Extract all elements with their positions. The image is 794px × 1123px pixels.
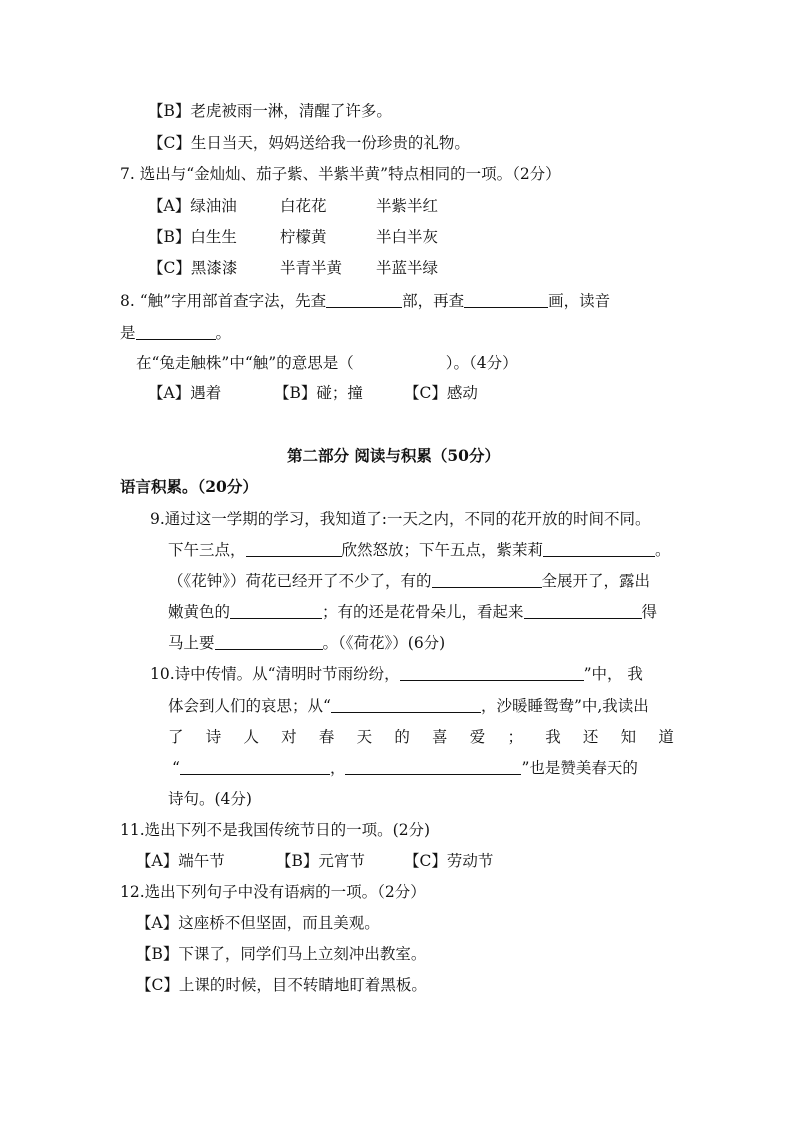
q9-text-7: ；有的还是花骨朵儿，看起来 <box>322 603 524 621</box>
q10-line4 <box>172 758 638 778</box>
q12-option-a: 【A】这座桥不但坚固，而且美观。 <box>136 914 380 932</box>
q10-char: 诗 <box>205 728 222 746</box>
q12-stem: 12.选出下列句子中没有语病的一项。（2分） <box>120 883 426 901</box>
q10-text-6: ， <box>329 759 346 777</box>
q6-option-b: 【B】老虎被雨一淋，清醒了许多。 <box>148 102 392 120</box>
q8-text-7: ）。（4分） <box>445 354 518 372</box>
q8-line2 <box>120 323 231 343</box>
q10-char: 对 <box>281 728 297 746</box>
q10-blank-1[interactable] <box>400 665 584 681</box>
q10-char: 还 <box>582 728 599 746</box>
q10-char: 人 <box>243 728 259 746</box>
q10-char: 春 <box>318 728 335 746</box>
q9-text-8: 得 <box>641 603 658 621</box>
q12-option-b: 【B】下课了，同学们马上立刻冲出教室。 <box>136 945 427 963</box>
q8-blank-radical[interactable] <box>326 292 402 308</box>
q9-text-4: （《花钟》）荷花已经开了不少了，有的 <box>168 572 432 590</box>
q9-line2 <box>168 540 671 560</box>
q10-char: 喜 <box>432 728 448 746</box>
q8-option-b: 【B】碰；撞 <box>274 384 363 402</box>
q9-text-2: 欣然怒放；下午五点，紫茉莉 <box>341 541 544 559</box>
q9-text-6: 嫩黄色的 <box>168 603 231 621</box>
q11-option-c: 【C】劳动节 <box>404 852 494 870</box>
q7-stem: 7. 选出与“金灿灿、茄子紫、半紫半黄”特点相同的一项。（2分） <box>120 165 561 183</box>
q12-option-c: 【C】上课的时候，目不转睛地盯着黑板。 <box>136 976 427 994</box>
q10-char: 道 <box>658 728 674 746</box>
q10-char: 知 <box>620 728 637 746</box>
q8-blank-strokes[interactable] <box>464 292 548 308</box>
q9-line1: 9.通过这一学期的学习，我知道了:一天之内，不同的花开放的时间不同。 <box>150 510 651 528</box>
q7-option-a-3: 半紫半红 <box>376 197 439 215</box>
q10-char: 天 <box>356 728 373 746</box>
q10-char: 爱 <box>469 728 486 746</box>
part2-title: 第二部分 阅读与积累（50分） <box>287 446 500 465</box>
q10-text-1: 10.诗中传情。从“清明时节雨纷纷， <box>150 665 400 683</box>
q9-line4 <box>168 602 657 622</box>
q9-text-10: 。（《荷花》）(6分) <box>322 634 446 652</box>
q7-option-a-2: 白花花 <box>280 197 327 215</box>
q9-blank-1[interactable] <box>246 541 342 557</box>
q10-line5: 诗句。(4分) <box>168 790 252 808</box>
q7-option-c-3: 半蓝半绿 <box>376 259 439 277</box>
q9-blank-5[interactable] <box>524 603 642 619</box>
q10-line2 <box>168 696 649 716</box>
q10-blank-2[interactable] <box>331 697 481 713</box>
q8-line3 <box>136 353 518 373</box>
q8-line1 <box>120 291 610 311</box>
q10-char: ； <box>507 728 523 746</box>
q8-option-c: 【C】感动 <box>404 384 478 402</box>
q11-option-a: 【A】端午节 <box>136 852 225 870</box>
q8-option-a: 【A】遇着 <box>148 384 222 402</box>
q7-option-b-2: 柠檬黄 <box>280 228 327 246</box>
q6-option-c: 【C】生日当天，妈妈送给我一份珍贵的礼物。 <box>148 134 470 152</box>
q9-text-3: 。 <box>655 541 671 559</box>
q9-blank-3[interactable] <box>432 572 542 588</box>
q9-line3 <box>168 571 650 591</box>
q10-char: 的 <box>394 728 410 746</box>
q8-text-3: 画，读音 <box>548 292 611 310</box>
q8-text-6: 在“兔走触株”中“触”的意思是（ <box>136 354 354 372</box>
q10-blank-3[interactable] <box>180 759 330 775</box>
q9-line5 <box>168 633 445 653</box>
section-language-accumulation: 语言积累。（20分） <box>120 477 258 496</box>
q11-stem: 11.选出下列不是我国传统节日的一项。(2分) <box>120 821 431 839</box>
q7-option-c-1: 【C】黑漆漆 <box>148 259 238 277</box>
q10-text-4: ，沙暖睡鸳鸯”中,我读出 <box>480 697 649 715</box>
q10-char: 我 <box>545 728 561 746</box>
q8-text-1: 8. “触”字用部首查字法，先查 <box>120 292 327 310</box>
q9-text-9: 马上要 <box>168 634 215 652</box>
q7-option-a-1: 【A】绿油油 <box>148 197 237 215</box>
q10-text-7: ”也是赞美春天的 <box>521 759 638 777</box>
q7-option-c-2: 半青半黄 <box>280 259 343 277</box>
q8-text-4: 是 <box>120 324 136 342</box>
q9-blank-4[interactable] <box>230 603 322 619</box>
q9-text-5: 全展开了，露出 <box>541 572 651 590</box>
q10-char: 了 <box>168 728 184 746</box>
q10-line3 <box>168 727 674 747</box>
q10-text-5: “ <box>172 759 180 777</box>
q10-text-3: 体会到人们的哀思；从“ <box>168 697 331 715</box>
q11-option-b: 【B】元宵节 <box>276 852 365 870</box>
q8-text-5: 。 <box>215 324 232 342</box>
q8-blank-pinyin[interactable] <box>136 324 216 340</box>
q10-blank-4[interactable] <box>345 759 521 775</box>
q9-blank-2[interactable] <box>543 541 655 557</box>
q10-text-2: ”中， 我 <box>583 665 643 683</box>
q8-text-2: 部，再查 <box>402 292 465 310</box>
q7-option-b-3: 半白半灰 <box>376 228 439 246</box>
q7-option-b-1: 【B】白生生 <box>148 228 237 246</box>
q9-blank-6[interactable] <box>215 634 323 650</box>
q10-line1 <box>150 664 643 684</box>
q9-text-1: 下午三点， <box>168 541 246 559</box>
